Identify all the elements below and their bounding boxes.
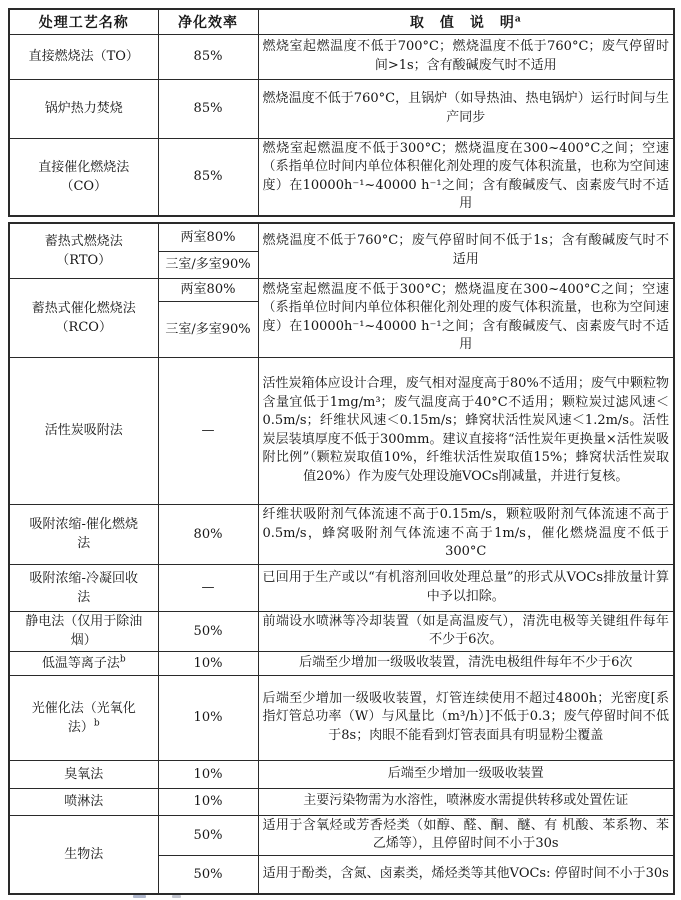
process-name-cell: 直接催化燃烧法（CO） bbox=[9, 138, 158, 216]
description-cell: 活性炭箱体应设计合理，废气相对湿度高于80%不适用；废气中颗粒物含量宜低于1mg/m³；废气温度高于40°C不适用；颗粒炭过滤风速＜0.5m/s；纤维状风速＜0.15m/s；蜂窝状活性炭风速＜1.2m/s。活性炭层装填厚度不低于300mm。建议直接将“活性炭年更换量×活性炭吸附比例”（颗粒炭取值10%，纤维状活性炭取值15%；蜂窝状活性炭取值20%）作为废气处理设施VOCs削减量，并进行复核。 bbox=[258, 357, 674, 504]
process-name-cell: 锅炉热力焚烧 bbox=[9, 79, 158, 138]
description-cell: 已回用于生产或以“有机溶剂回收处理总量”的形式从VOCs排放量计算中予以扣除。 bbox=[258, 564, 674, 611]
description-cell: 后端至少增加一级吸收装置 bbox=[258, 760, 674, 788]
efficiency-cell: — bbox=[158, 357, 258, 504]
description-cell: 燃烧室起燃温度不低于700°C；燃烧温度不低于760°C；废气停留时间>1s；含有酸碱废气时不适用 bbox=[258, 34, 674, 79]
footnote-marker-b: b bbox=[119, 654, 126, 665]
table-row bbox=[9, 788, 674, 815]
efficiency-cell: 50% bbox=[158, 815, 258, 855]
footnote-marker-a: a bbox=[514, 14, 522, 25]
process-name-cell: 蓄热式燃烧法（RTO） bbox=[9, 223, 158, 278]
efficiency-cell: 两室80% bbox=[158, 278, 258, 301]
header-efficiency: 净化效率 bbox=[158, 9, 258, 34]
process-name-cell: 吸附浓缩-催化燃烧法 bbox=[9, 504, 158, 564]
description-cell: 主要污染物需为水溶性，喷淋废水需提供转移或处置佐证 bbox=[258, 788, 674, 815]
efficiency-cell: 10% bbox=[158, 651, 258, 675]
description-cell: 后端至少增加一级吸收装置，灯管连续使用不超过4800h；光密度[系指灯管总功率（W）与风量比（m³/h）]不低于0.3；废气停留时间不低于8s；肉眼不能看到灯管表面具有明显粉尘覆盖 bbox=[258, 675, 674, 760]
efficiency-cell: 80% bbox=[158, 504, 258, 564]
header-value-note: 取 值 说 明$^a$ bbox=[258, 9, 674, 34]
process-name-cell: 光催化法（光氧化法）$^b$ bbox=[9, 675, 158, 760]
process-name-cell: 喷淋法 bbox=[9, 788, 158, 815]
table-treatment-upper bbox=[8, 8, 675, 217]
table-row bbox=[9, 611, 674, 651]
description-cell: 前端设水喷淋等冷却装置（如是高温废气），清洗电极等关键组件每年不少于6次。 bbox=[258, 611, 674, 651]
footnote-fragment bbox=[133, 895, 146, 898]
efficiency-cell: 50% bbox=[158, 855, 258, 894]
description-cell: 燃烧室起燃温度不低于300°C；燃烧温度在300~400°C之间；空速（系指单位时间内单位体积催化剂处理的废气体积流量，也称为空间速度）在10000h⁻¹~40000 h⁻¹之间；含有酸碱废气、卤素废气时不适用 bbox=[258, 138, 674, 216]
process-name-cell: 臭氧法 bbox=[9, 760, 158, 788]
description-cell: 燃烧室起燃温度不低于300°C；燃烧温度在300~400°C之间；空速（系指单位时间内单位体积催化剂处理的废气体积流量，也称为空间速度）在10000h⁻¹~40000 h⁻¹之间；含有酸碱废气、卤素废气时不适用 bbox=[258, 278, 674, 357]
efficiency-cell: 50% bbox=[158, 611, 258, 651]
description-cell: 纤维状吸附剂气体流速不高于0.15m/s，颗粒吸附剂气体流速不高于0.5m/s，蜂窝吸附剂气体流速不高于1m/s，催化燃烧温度不低于300°C bbox=[258, 504, 674, 564]
efficiency-cell: 三室/多室90% bbox=[158, 251, 258, 278]
process-name-cell: 静电法（仅用于除油烟） bbox=[9, 611, 158, 651]
table-row bbox=[9, 504, 674, 564]
process-name-cell: 生物法 bbox=[9, 815, 158, 894]
description-cell: 适用于酚类，含氮、卤素类，烯烃类等其他VOCs: 停留时间不小于30s bbox=[258, 855, 674, 894]
table-row bbox=[9, 34, 674, 79]
efficiency-cell: 10% bbox=[158, 788, 258, 815]
efficiency-cell: 85% bbox=[158, 79, 258, 138]
process-name-cell: 吸附浓缩-冷凝回收法 bbox=[9, 564, 158, 611]
table-row bbox=[9, 675, 674, 760]
description-cell: 燃烧温度不低于760°C；废气停留时间不低于1s；含有酸碱废气时不适用 bbox=[258, 223, 674, 278]
process-name-cell: 蓄热式催化燃烧法（RCO） bbox=[9, 278, 158, 357]
process-name-cell: 低温等离子法$^b$ bbox=[9, 651, 158, 675]
efficiency-cell: 85% bbox=[158, 34, 258, 79]
table-row bbox=[9, 760, 674, 788]
description-cell: 适用于含氧烃或芳香烃类（如醇、醛、酮、醚、有 机酸、苯系物、苯乙烯等），且停留时间不小于30s bbox=[258, 815, 674, 855]
header-process-name: 处理工艺名称 bbox=[9, 9, 158, 34]
footnote-fragment bbox=[172, 895, 181, 898]
table-row bbox=[9, 138, 674, 216]
efficiency-cell: — bbox=[158, 564, 258, 611]
table-row bbox=[9, 79, 674, 138]
table-row bbox=[9, 564, 674, 611]
description-cell: 燃烧温度不低于760°C，且锅炉（如导热油、热电锅炉）运行时间与生产同步 bbox=[258, 79, 674, 138]
efficiency-cell: 10% bbox=[158, 760, 258, 788]
process-name-cell: 活性炭吸附法 bbox=[9, 357, 158, 504]
table-header-row bbox=[9, 9, 674, 34]
table-row bbox=[9, 223, 674, 251]
efficiency-cell: 10% bbox=[158, 675, 258, 760]
table-row bbox=[9, 357, 674, 504]
table-row bbox=[9, 815, 674, 855]
efficiency-cell: 两室80% bbox=[158, 223, 258, 251]
table-row bbox=[9, 278, 674, 301]
description-cell: 后端至少增加一级吸收装置，清洗电极组件每年不少于6次 bbox=[258, 651, 674, 675]
table-row bbox=[9, 651, 674, 675]
efficiency-cell: 三室/多室90% bbox=[158, 301, 258, 357]
efficiency-cell: 85% bbox=[158, 138, 258, 216]
footnote-marker-b: b bbox=[93, 718, 100, 729]
process-name-cell: 直接燃烧法（TO） bbox=[9, 34, 158, 79]
table-treatment-lower bbox=[8, 222, 675, 895]
